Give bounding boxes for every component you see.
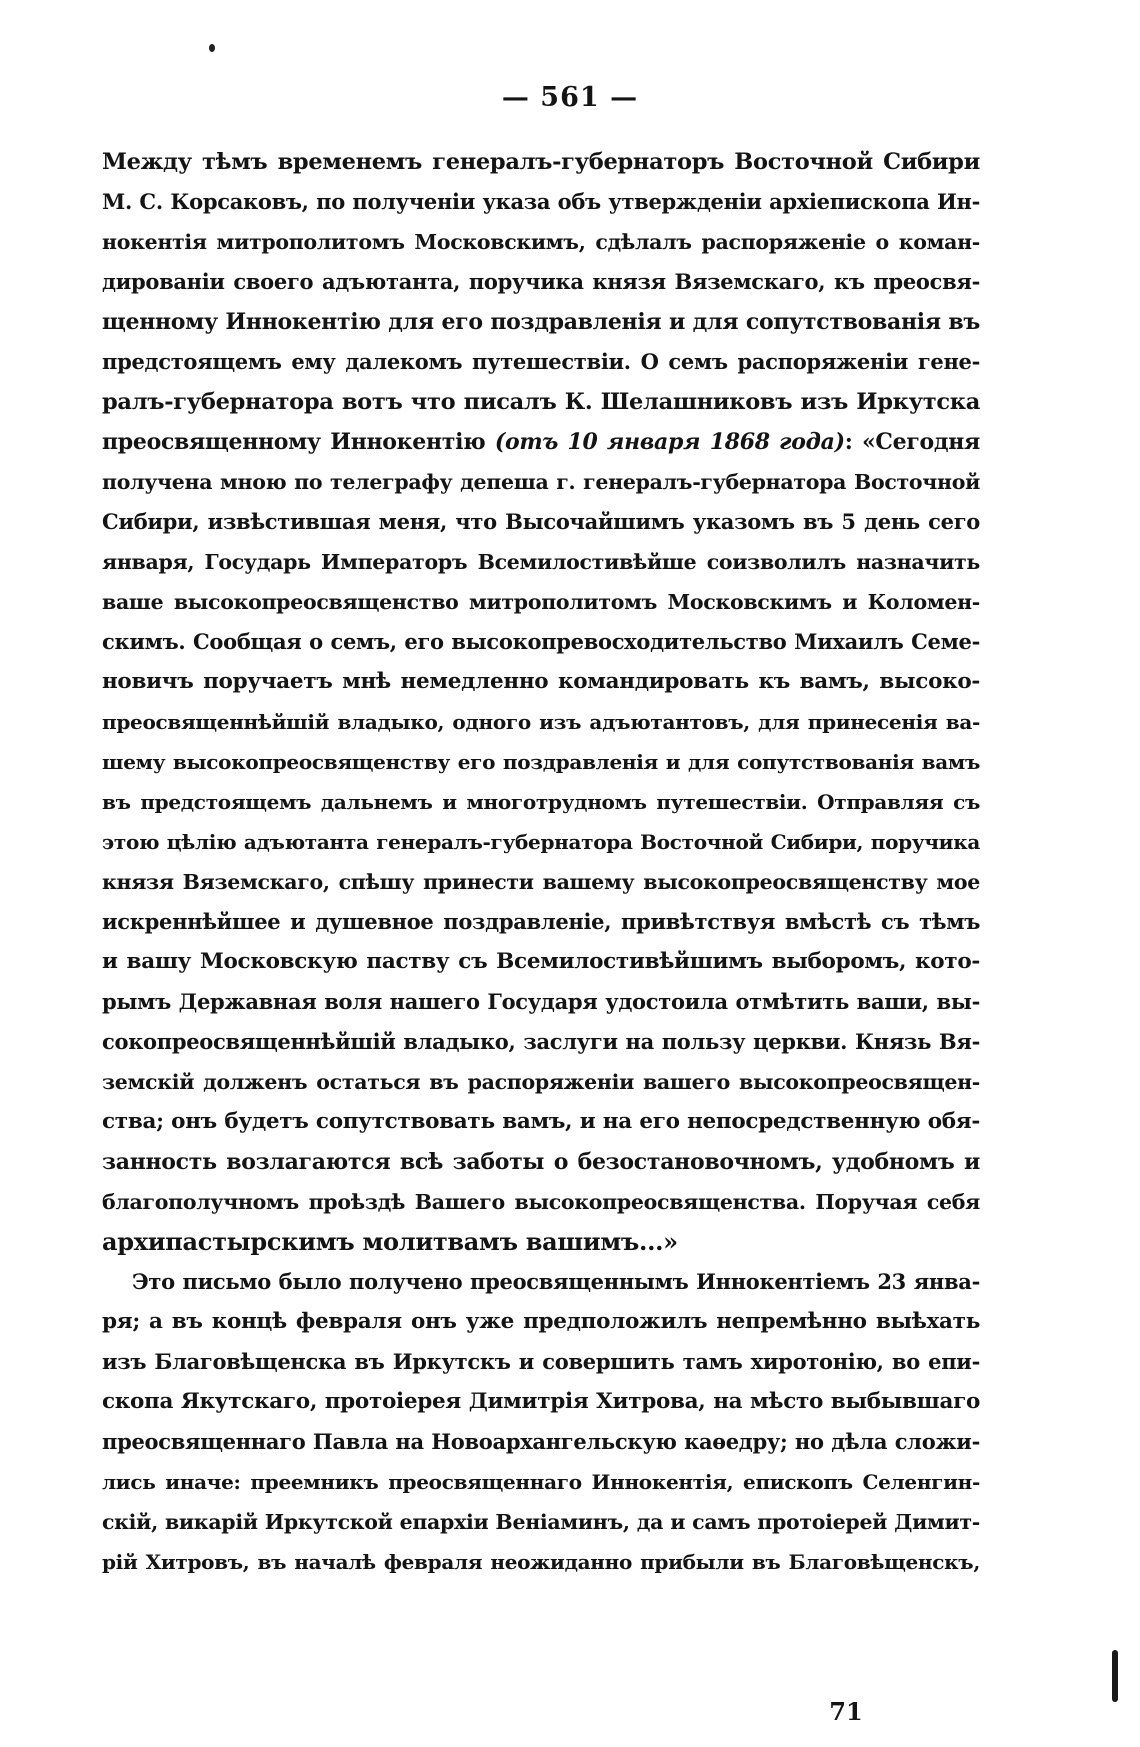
text-segment: : «Сегодня [844,429,980,455]
text-line: лись иначе: преемникъ преосвященнаго Иннокентія, епископъ Селенгин- [102,1470,980,1494]
letter-date: (отъ 10 января 1868 года) [494,429,845,455]
text-line: рымъ Державная воля нашего Государя удостоила отмѣтить ваши, вы- [102,989,980,1014]
text-line: Это письмо было получено преосвященнымъ Иннокентіемъ 23 янва- [132,1269,980,1294]
text-line: князя Вяземскаго, спѣшу принести вашему высокопреосвященству мое [102,870,980,894]
signature-mark: 71 [829,1697,863,1726]
text-line: щенному Иннокентію для его поздравленія и для сопутствованія въ [102,309,980,335]
text-line: въ предстоящемъ дальнемъ и многотрудномъ путешествіи. Отправляя съ [102,790,980,814]
page-edge-mark [1112,1650,1118,1702]
text-line: получена мною по телеграфу депеша г. генералъ-губернатора Восточной [102,470,980,494]
body-text [102,142,980,1582]
text-line: архипастырскимъ молитвамъ вашимъ...» [102,1227,678,1256]
text-line: ства; онъ будетъ сопутствовать вамъ, и на его непосредственную обя- [102,1109,980,1134]
text-line: шему высокопреосвященству его поздравленія и для сопутствованія вамъ [102,750,980,774]
text-line: Между тѣмъ временемъ генералъ-губернаторъ Восточной Сибири [102,149,980,175]
text-line: рій Хитровъ, въ началѣ февраля неожиданно прибыли въ Благовѣщенскъ, [102,1550,980,1574]
text-line: земскій долженъ остаться въ распоряженіи вашего высокопреосвящен- [102,1070,980,1094]
text-line: изъ Благовѣщенска въ Иркутскъ и совершить тамъ хиротонію, во епи- [102,1349,980,1374]
text-segment: преосвященному Иннокентію [102,429,495,455]
text-line: ралъ-губернатора вотъ что писалъ К. Шелашниковъ изъ Иркутска [102,389,980,415]
text-line: ваше высокопреосвященство митрополитомъ Московскимъ и Коломен- [102,590,980,614]
ink-speck [209,44,215,52]
text-line: занность возлагаются всѣ заботы о безостановочномъ, удобномъ и [102,1149,980,1175]
text-line: скій, викарій Иркутской епархіи Веніаминъ, да и самъ протоіерей Димит- [102,1510,980,1534]
text-line: января, Государь Императоръ Всемилостивѣйше соизволилъ назначить [102,550,980,574]
text-line: благополучномъ проѣздѣ Вашего высокопреосвященства. Поручая себя [102,1190,980,1214]
text-line: М. С. Корсаковъ, по полученіи указа объ утвержденіи архіепископа Ин- [102,189,980,214]
text-line: ря; а въ концѣ февраля онъ уже предположилъ непремѣнно выѣхать [102,1309,980,1334]
text-line: новичъ поручаетъ мнѣ немедленно командировать къ вамъ, высоко- [102,669,980,694]
text-line: искреннѣйшее и душевное поздравленіе, привѣтствуя вмѣстѣ съ тѣмъ [102,909,980,934]
text-line: преосвященнѣйшій владыко, одного изъ адъютантовъ, для принесенія ва- [102,710,980,734]
text-line: Сибири, извѣстившая меня, что Высочайшимъ указомъ въ 5 день сего [102,509,980,534]
text-line: нокентія митрополитомъ Московскимъ, сдѣлалъ распоряженіе о коман- [102,230,980,254]
text-line: и вашу Московскую паству съ Всемилостивѣйшимъ выборомъ, кото- [102,949,980,974]
text-line: дированіи своего адъютанта, поручика князя Вяземскаго, къ преосвя- [102,269,980,294]
text-line: преосвященнаго Павла на Новоархангельскую каѳедру; но дѣла сложи- [102,1429,980,1454]
text-line: предстоящемъ ему далекомъ путешествіи. О семъ распоряженіи гене- [102,349,980,374]
text-line: скимъ. Сообщая о семъ, его высокопревосходительство Михаилъ Семе- [102,629,980,654]
text-line: сокопреосвященнѣйшій владыко, заслуги на пользу церкви. Князь Вя- [102,1029,980,1054]
text-line: этою цѣлію адъютанта генералъ-губернатора Восточной Сибири, поручика [102,830,980,854]
page-number: — 561 — [501,82,639,113]
text-line: скопа Якутскаго, протоіерея Димитрія Хитрова, на мѣсто выбывшаго [102,1389,980,1414]
text-line-with-date [102,422,980,462]
